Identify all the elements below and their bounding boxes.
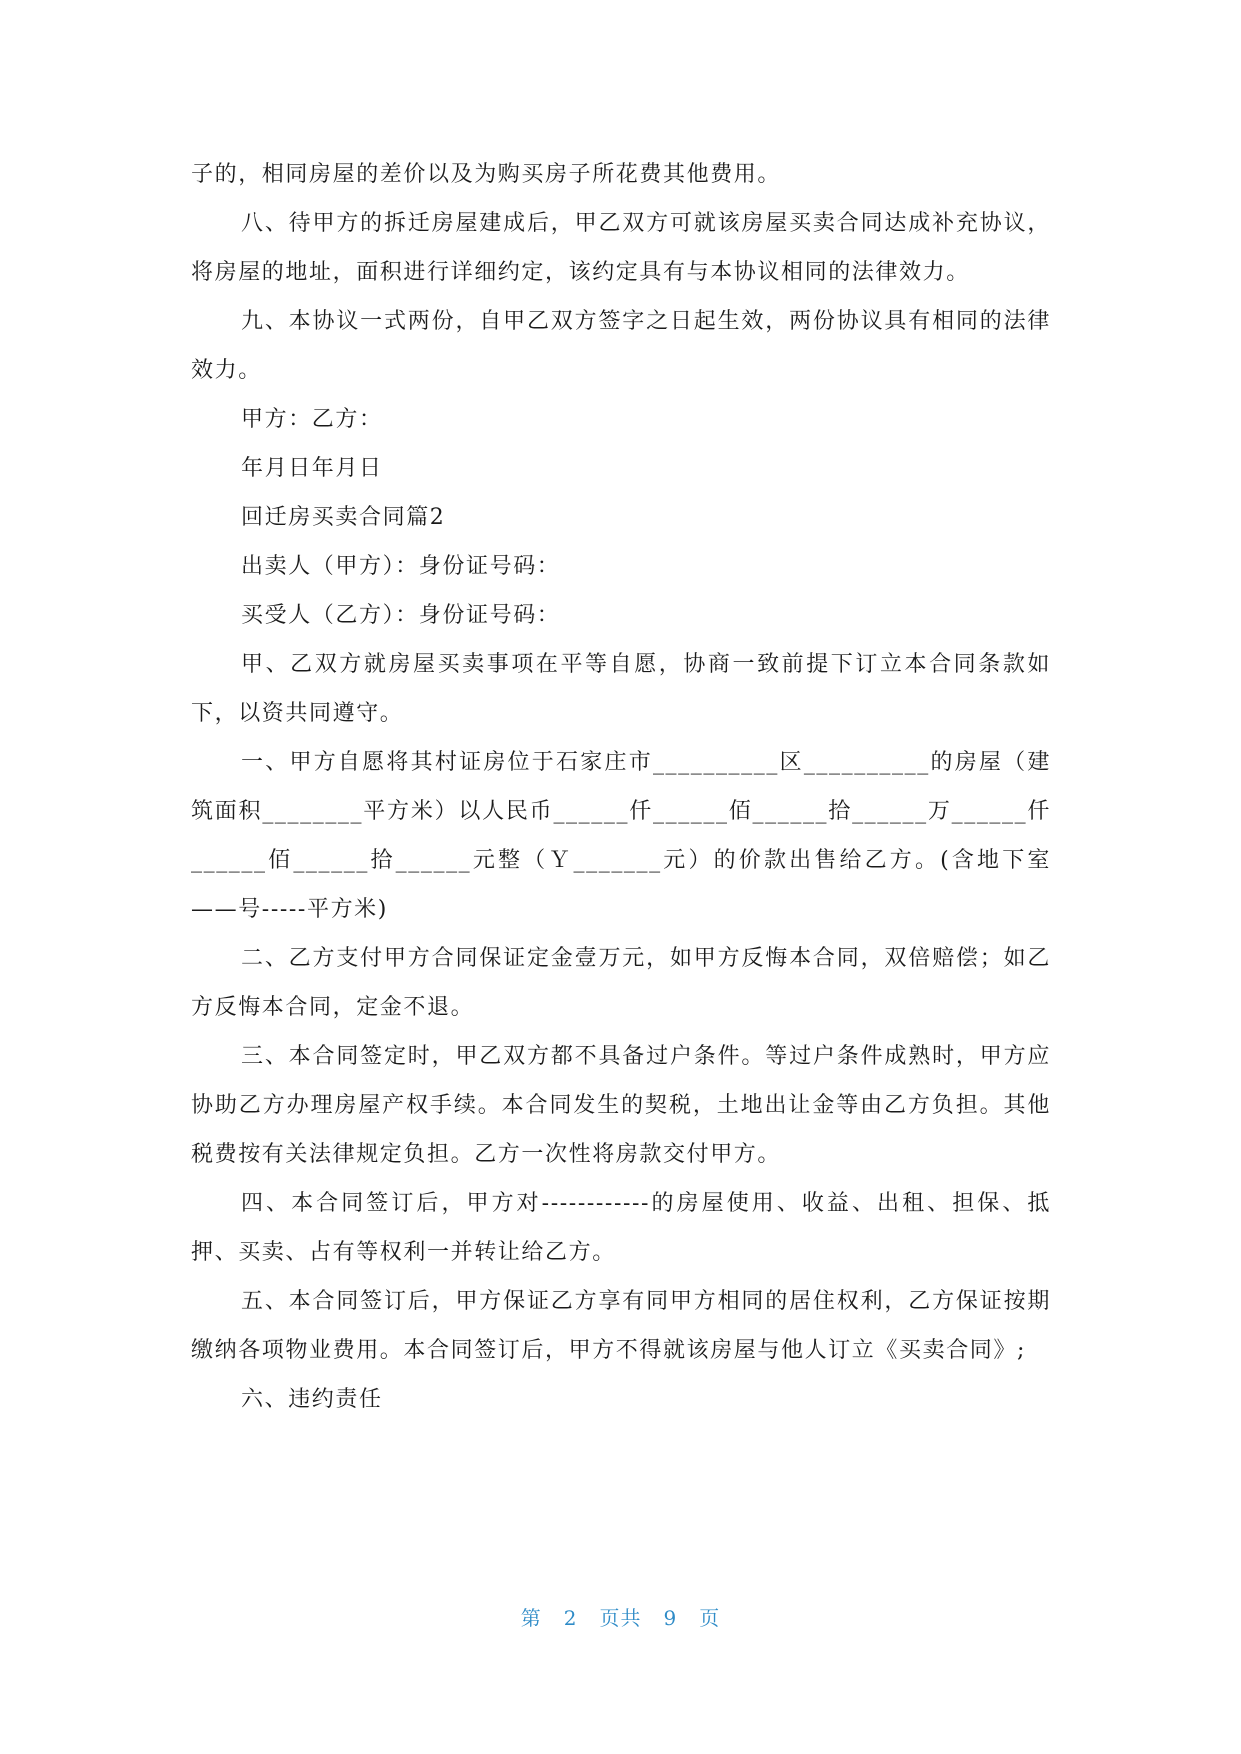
paragraph: 八、待甲方的拆迁房屋建成后，甲乙双方可就该房屋买卖合同达成补充协议，将房屋的地址，面积进行详细约定，该约定具有与本协议相同的法律效力。 — [191, 211, 1051, 285]
page-footer — [0, 1602, 1241, 1631]
paragraph: 九、本协议一式两份，自甲乙双方签字之日起生效，两份协议具有相同的法律效力。 — [191, 309, 1051, 383]
page-end-label: 页 — [699, 1606, 721, 1630]
paragraph: 年月日年月日 — [241, 456, 383, 481]
document-body — [191, 150, 1051, 1424]
paragraph: 买受人（乙方）：身份证号码： — [241, 603, 561, 628]
paragraph: 三、本合同签定时，甲乙双方都不具备过户条件。等过户条件成熟时，甲方应协助乙方办理房屋产权手续。本合同发生的契税，土地出让金等由乙方负担。其他税费按有关法律规定负担。乙方一次性将房款交付甲方。 — [191, 1044, 1051, 1167]
total-pages-number: 9 — [663, 1606, 678, 1630]
paragraph: 甲方：乙方： — [241, 407, 383, 432]
paragraph: 甲、乙双方就房屋买卖事项在平等自愿，协商一致前提下订立本合同条款如下，以资共同遵守。 — [191, 652, 1051, 726]
paragraph: 五、本合同签订后，甲方保证乙方享有同甲方相同的居住权利，乙方保证按期缴纳各项物业费用。本合同签订后，甲方不得就该房屋与他人订立《买卖合同》; — [191, 1289, 1051, 1363]
current-page-number: 2 — [563, 1606, 578, 1630]
paragraph: 一、甲方自愿将其村证房位于石家庄市__________区__________的房屋（建筑面积________平方米）以人民币______仟______佰______拾______万______仟______佰______拾______元整（Ｙ_______元）的价款出售给乙方。(含地下室——号-----平方米) — [191, 750, 1051, 922]
page-label: 第 — [520, 1606, 542, 1630]
page-of-label: 页共 — [599, 1606, 642, 1630]
paragraph: 四、本合同签订后，甲方对------------的房屋使用、收益、出租、担保、抵押、买卖、占有等权利一并转让给乙方。 — [191, 1191, 1051, 1265]
paragraph: 二、乙方支付甲方合同保证定金壹万元，如甲方反悔本合同，双倍赔偿；如乙方反悔本合同，定金不退。 — [191, 946, 1051, 1020]
paragraph: 六、违约责任 — [241, 1387, 383, 1412]
paragraph: 出卖人（甲方）：身份证号码： — [241, 554, 561, 579]
paragraph: 子的，相同房屋的差价以及为购买房子所花费其他费用。 — [191, 162, 782, 187]
section-title: 回迁房买卖合同篇2 — [241, 505, 446, 530]
